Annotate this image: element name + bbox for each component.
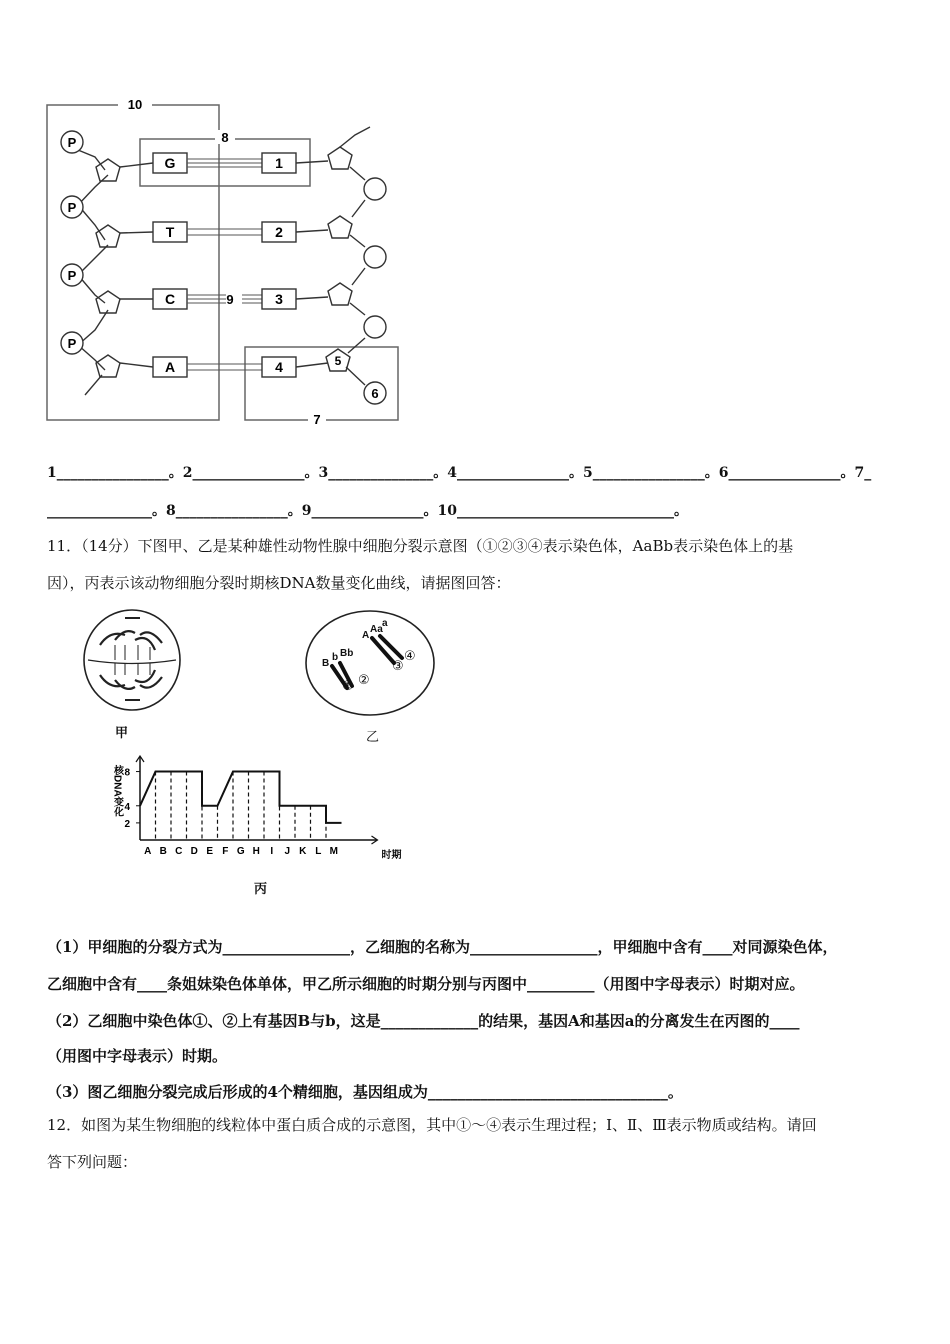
- x-tick-label: E: [206, 846, 214, 857]
- q11-sub2-line-2: （用图中字母表示）时期。: [47, 1047, 228, 1065]
- fill-blank-line-1: 1________________。2________________。3_______________。4________________。5________________。6________________。7_: [47, 465, 872, 481]
- gene-b-label: b: [332, 652, 339, 663]
- q12-line-2: 答下列问题：: [47, 1153, 138, 1171]
- cell-jia-diagram: [80, 605, 185, 715]
- y-axis-label: 核DNA变化: [111, 765, 123, 817]
- label-6: 6: [371, 386, 379, 401]
- q11-sub2-line-1: （2）乙细胞中染色体①、②上有基因B与b，这是_____________的结果，基因A和基因a的分离发生在丙图的____: [47, 1012, 800, 1030]
- x-tick-label: H: [252, 846, 260, 857]
- q11-stem-line-1: 11．（14分）下图甲、乙是某种雄性动物性腺中细胞分裂示意图（①②③④表示染色体，AaBb表示染色体上的基: [47, 537, 794, 555]
- fill-blank-line-2: _______________。8________________。9________________。10_______________________________。: [47, 503, 688, 519]
- label-7: 7: [313, 412, 321, 427]
- q11-sub3: （3）图乙细胞分裂完成后形成的4个精细胞，基因组成为________________________________。: [47, 1083, 683, 1101]
- phosphate-label: P: [67, 336, 77, 351]
- chromosome-3-label: ③: [392, 658, 404, 673]
- phosphate-label: P: [67, 268, 77, 283]
- chromosome-1-label: ①: [342, 678, 354, 693]
- x-tick-label: C: [175, 846, 183, 857]
- caption-bing: 丙: [254, 882, 268, 897]
- label-9: 9: [226, 292, 234, 307]
- dna-change-chart: [105, 755, 415, 870]
- x-tick-label: J: [284, 846, 291, 857]
- gene-A-label: A: [362, 630, 370, 641]
- base-label-1: 1: [275, 155, 283, 171]
- y-tick-label: 4: [124, 801, 130, 813]
- x-tick-label: A: [144, 846, 152, 857]
- gene-Aa-label: Aa: [370, 624, 383, 635]
- label-10: 10: [127, 97, 143, 112]
- x-axis-label: 时期: [381, 850, 402, 861]
- base-label-3: 3: [275, 291, 283, 307]
- cell-yi-diagram: [302, 608, 440, 718]
- phosphate-label: P: [67, 200, 77, 215]
- base-label-4: 4: [275, 359, 283, 375]
- caption-jia: 甲: [115, 726, 129, 741]
- caption-yi: 乙: [366, 730, 380, 745]
- chromosome-2-label: ②: [358, 672, 370, 687]
- y-tick-label: 8: [124, 767, 130, 779]
- base-label-A: A: [164, 359, 176, 375]
- chromosome-4-label: ④: [404, 648, 416, 663]
- q11-sub1-line-2: 乙细胞中含有____条姐妹染色体单体，甲乙所示细胞的时期分别与丙图中_________（用图中字母表示）时期对应。: [47, 975, 805, 993]
- label-8: 8: [221, 130, 229, 145]
- dna-structure-figure: [40, 95, 410, 435]
- gene-a-label: a: [382, 618, 388, 629]
- label-5: 5: [334, 354, 342, 368]
- base-label-2: 2: [275, 224, 283, 240]
- x-tick-label: F: [222, 846, 229, 857]
- base-label-C: C: [164, 291, 176, 307]
- q11-stem-line-2: 因），丙表示该动物细胞分裂时期核DNA数量变化曲线，请据图回答：: [47, 574, 511, 592]
- gene-Bb-label: Bb: [340, 648, 354, 659]
- hydrogen-bonds: [187, 159, 262, 370]
- x-tick-label: I: [270, 846, 274, 857]
- q12-line-1: 12．如图为某生物细胞的线粒体中蛋白质合成的示意图，其中①～④表示生理过程；Ⅰ、Ⅱ、Ⅲ表示物质或结构。请回: [47, 1116, 817, 1134]
- x-tick-label: L: [315, 846, 322, 857]
- base-label-T: T: [165, 224, 175, 240]
- q11-sub1-line-1: （1）甲细胞的分裂方式为_________________，乙细胞的名称为_________________，甲细胞中含有____对同源染色体，: [47, 938, 838, 956]
- dna-curve: [140, 772, 342, 823]
- x-tick-label: D: [190, 846, 198, 857]
- y-tick-label: 2: [124, 818, 130, 830]
- phosphate-label: P: [67, 135, 77, 150]
- x-tick-label: K: [299, 846, 307, 857]
- phosphate-group: [61, 131, 83, 354]
- x-tick-label: B: [159, 846, 167, 857]
- x-tick-label: M: [329, 846, 338, 857]
- gene-B-label: B: [322, 658, 330, 669]
- x-tick-label: G: [236, 846, 245, 857]
- base-label-G: G: [164, 155, 176, 171]
